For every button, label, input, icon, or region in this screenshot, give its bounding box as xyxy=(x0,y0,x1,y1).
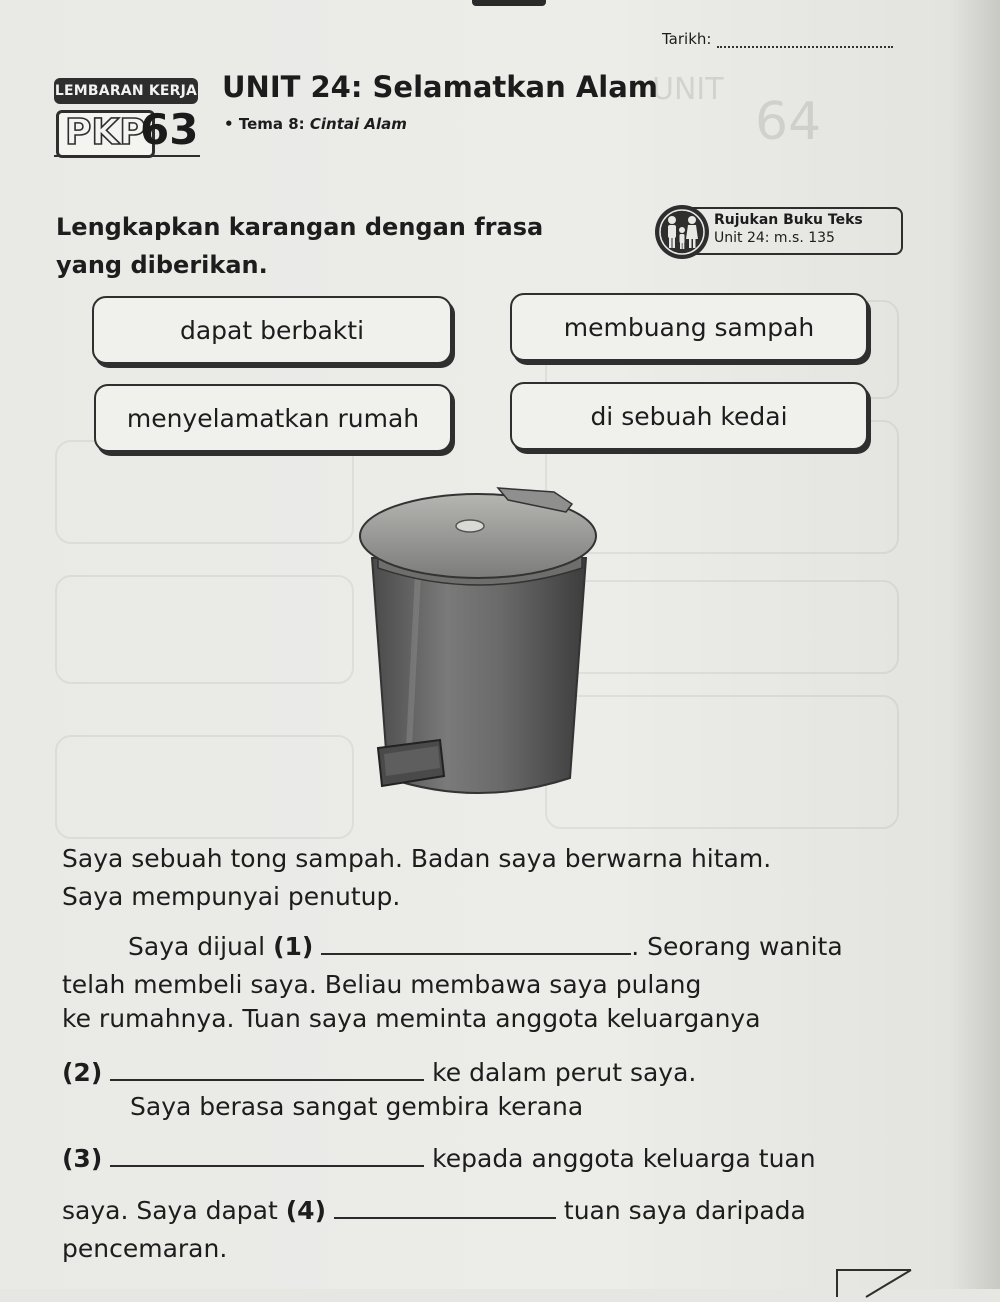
blank-number-2: (2) xyxy=(62,1058,103,1087)
date-field[interactable] xyxy=(717,32,893,48)
reference-detail: Unit 24: m.s. 135 xyxy=(714,230,835,246)
showthrough-number: 64 xyxy=(755,92,822,152)
tema-line xyxy=(224,115,407,133)
blank-number-3: (3) xyxy=(62,1144,103,1173)
story-line: Saya sebuah tong sampah. Badan saya berwarna hitam. xyxy=(62,844,772,873)
story-line: ke rumahnya. Tuan saya meminta anggota keluarganya xyxy=(62,1004,761,1033)
phrase-box[interactable]: dapat berbakti xyxy=(92,296,452,364)
story-line: Saya mempunyai penutup. xyxy=(62,882,401,911)
story-line: Saya berasa sangat gembira kerana xyxy=(130,1092,584,1121)
date-row xyxy=(662,30,893,48)
phrase-box[interactable]: menyelamatkan rumah xyxy=(94,384,452,452)
trash-bin-image xyxy=(358,478,598,808)
badge-underline xyxy=(54,155,200,157)
pkp-label: PKP xyxy=(56,110,155,158)
date-label: Tarikh: xyxy=(662,30,712,48)
instruction-text: Lengkapkan karangan dengan frasa yang diberikan. xyxy=(56,213,544,279)
story-text: saya. Saya dapat xyxy=(62,1196,278,1225)
story-line-blank-4 xyxy=(62,1192,806,1230)
story-line-blank-2 xyxy=(62,1054,696,1092)
story-line: telah membeli saya. Beliau membawa saya pulang xyxy=(62,970,702,999)
story-line: pencemaran. xyxy=(62,1234,228,1263)
showthrough-box xyxy=(545,580,899,674)
answer-blank-1[interactable] xyxy=(321,931,631,955)
blank-number-1: (1) xyxy=(273,932,314,961)
showthrough-box xyxy=(55,735,354,839)
phrase-box[interactable]: di sebuah kedai xyxy=(510,382,868,450)
answer-blank-2[interactable] xyxy=(110,1057,424,1081)
textbook-reference xyxy=(655,205,900,255)
worksheet-number: 63 xyxy=(140,105,199,154)
tema-value: Cintai Alam xyxy=(309,115,407,133)
showthrough-box xyxy=(55,575,354,684)
tema-label: Tema 8: xyxy=(238,115,305,133)
worksheet-label: LEMBARAN KERJA xyxy=(54,78,198,104)
unit-title: UNIT 24: Selamatkan Alam xyxy=(222,70,659,104)
story-text: ke dalam perut saya. xyxy=(432,1058,697,1087)
story-text: Saya dijual xyxy=(128,932,266,961)
story-text: . Seorang wanita xyxy=(631,932,843,961)
answer-blank-3[interactable] xyxy=(110,1143,424,1167)
showthrough-box xyxy=(55,440,354,544)
story-line-blank-1 xyxy=(128,928,843,966)
binding-mark xyxy=(472,0,546,6)
tema-bullet: • xyxy=(224,115,234,133)
phrase-box[interactable]: membuang sampah xyxy=(510,293,868,361)
story-line-blank-3 xyxy=(62,1140,816,1178)
page-corner-mark xyxy=(836,1268,912,1298)
answer-blank-4[interactable] xyxy=(334,1195,556,1219)
blank-number-4: (4) xyxy=(285,1196,326,1225)
story-text: kepada anggota keluarga tuan xyxy=(432,1144,816,1173)
showthrough-box xyxy=(545,695,899,829)
showthrough-unit: UNIT xyxy=(652,72,724,107)
story-text: tuan saya daripada xyxy=(563,1196,806,1225)
reference-title: Rujukan Buku Teks xyxy=(714,212,863,228)
family-icon xyxy=(655,205,709,259)
